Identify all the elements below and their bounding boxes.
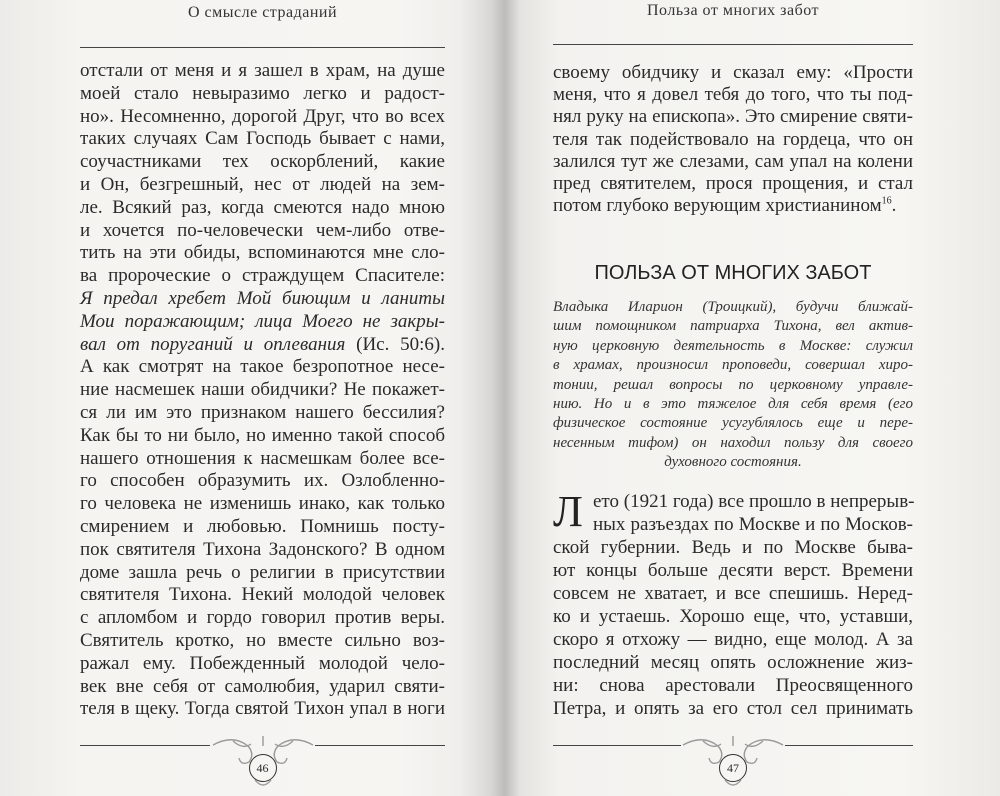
text-line <box>553 106 913 128</box>
text: Как бы то ни было, но именно такой способ <box>80 424 445 446</box>
text-line <box>80 607 445 630</box>
chapter-title: ПОЛЬЗА ОТ МНОГИХ ЗАБОТ <box>594 262 872 284</box>
text: духовного состояния. <box>664 454 802 471</box>
chapter-epigraph <box>553 298 913 473</box>
text: ную церковную деятельность в Москве: служил <box>553 337 913 354</box>
body-text <box>80 60 445 721</box>
text-line <box>553 605 913 628</box>
text-line <box>80 493 445 516</box>
text-line <box>553 651 913 674</box>
text: А как смотрят на такое безропотное несе- <box>80 356 445 378</box>
text-line <box>553 697 913 720</box>
text: ко и устаешь. Хорошо еще, что, уставши, <box>553 606 913 627</box>
text: век вне себя от самолюбия, ударил святи- <box>80 675 445 697</box>
text: скоро я отхожу — видно, еще молод. А за <box>553 629 913 650</box>
text: ской губернии. Ведь и по Москве быва- <box>553 537 913 558</box>
text: святителя Тихона. Некий молодой человек <box>80 584 445 606</box>
text: тонии, решал вопросы по церковному управле- <box>553 376 913 393</box>
text-line <box>553 298 913 317</box>
text-line <box>553 151 913 173</box>
text: го способен образумить их. Озлобленно- <box>80 470 445 492</box>
running-head: Польза от многих забот <box>647 2 819 19</box>
text-line <box>553 559 913 582</box>
running-head: О смысле страданий <box>187 4 338 21</box>
text-line <box>553 434 913 453</box>
text-line <box>80 311 445 334</box>
page-number: 47 <box>719 754 747 782</box>
text-line <box>80 151 445 174</box>
footer-rule <box>553 745 681 746</box>
text: ных разъездах по Москве и по Москов- <box>593 514 913 535</box>
text-line <box>553 195 913 217</box>
right-page <box>553 0 913 796</box>
text-line <box>80 448 445 471</box>
text-line <box>80 265 445 288</box>
page-footer <box>553 732 913 792</box>
text: меня, что я довел тебя до того, что ты под- <box>553 84 913 106</box>
text: отстали от меня и я зашел в храм, на душе <box>80 60 445 81</box>
text: го человека не изменишь инако, как только <box>80 493 445 515</box>
text: теля в щеку. Тогда святой Тихон упал в ноги <box>80 698 445 720</box>
text-line <box>553 582 913 605</box>
page-footer <box>80 732 445 792</box>
text: ют концы больше десяти верст. Времени <box>553 560 913 581</box>
header-rule <box>80 47 445 48</box>
text-line <box>553 376 913 395</box>
text-line <box>553 674 913 697</box>
text-line <box>80 653 445 676</box>
text-line <box>553 513 913 536</box>
text: и Он, безгрешный, нес от людей на зем- <box>80 173 445 195</box>
footer-rule <box>785 745 913 746</box>
text-line <box>80 197 445 220</box>
text-line <box>553 356 913 375</box>
left-page <box>80 0 445 796</box>
text-line <box>553 414 913 433</box>
italic-text: вал от поруганий и оплевания <box>80 333 357 355</box>
text-line <box>80 470 445 493</box>
text: ся ли им это признаком нашего бессилия? <box>80 401 445 423</box>
text-line <box>80 288 445 311</box>
text: потом глубоко верующим христианином <box>553 195 882 217</box>
text-line <box>553 62 913 84</box>
text: Петра, и опять за его стол сел принимать <box>553 698 913 719</box>
text-line <box>80 584 445 607</box>
text: пок святителя Тихона Задонского? В одном <box>80 538 445 560</box>
text-line <box>80 562 445 585</box>
text: нию. Но и в это тяжелое для себя время (его <box>553 395 913 412</box>
text-line <box>80 174 445 197</box>
text-line <box>553 628 913 651</box>
footnote-ref[interactable]: 16 <box>881 195 892 207</box>
text: в храмах, произносил проповеди, совершал хиро- <box>553 357 913 374</box>
text: нашего отношения к насмешкам более все- <box>80 447 445 469</box>
text-line <box>80 128 445 151</box>
text: ва пророческие о страждущем Спасителе: <box>80 265 445 287</box>
text: Владыка Иларион (Троицкий), будучи ближай- <box>553 299 913 315</box>
text-line <box>80 106 445 129</box>
text-line <box>553 536 913 559</box>
text: доме зашла речь о религии в присутствии <box>80 561 445 583</box>
header-rule <box>553 44 913 45</box>
text-line <box>80 379 445 402</box>
text: ние насмешек наши обидчики? Не покажет- <box>80 379 445 401</box>
text-line <box>80 698 445 721</box>
text-line <box>80 242 445 265</box>
text-line <box>80 539 445 562</box>
text: пред святителем, прося прощения, и стал <box>553 172 913 194</box>
text: но». Несомненно, дорогой Друг, что во всех <box>80 105 445 127</box>
drop-cap: Л <box>553 487 583 536</box>
text: последний месяц опять осложнение жиз- <box>553 652 913 673</box>
text-line <box>553 395 913 414</box>
text: ни: снова арестовали Преосвященного <box>553 675 913 696</box>
text-line <box>80 356 445 379</box>
text: и хочется по-человечески чем-либо отве- <box>80 219 445 241</box>
text-line <box>80 676 445 699</box>
text: залился тут же слезами, сам упал на колени <box>553 150 913 172</box>
text-line <box>553 337 913 356</box>
text-line <box>553 453 913 472</box>
page-number: 46 <box>249 754 277 782</box>
text: ето (1921 года) все прошло в непрерыв- <box>593 491 915 512</box>
italic-text: Я предал хребет Мой биющим и ланиты <box>80 287 445 309</box>
text-line <box>553 317 913 336</box>
text: теля так подействовало на гордеца, что он <box>553 128 913 150</box>
text: шим помощником патриарха Тихона, вел актив- <box>553 318 913 335</box>
text: тить на эти обиды, вспоминаются мне сло- <box>80 242 445 264</box>
text: моей стало невыразимо легко и радост- <box>80 82 445 104</box>
text: ле. Всякий раз, когда смеются надо мною <box>80 196 445 218</box>
text: физическое состояние усугублялось еще и пере- <box>553 415 913 432</box>
body-text <box>553 487 915 720</box>
text: смирением и любовью. Помнишь посту- <box>80 515 445 537</box>
text-line <box>80 402 445 425</box>
text: . <box>891 195 897 217</box>
text-line <box>553 129 913 151</box>
text: совсем не хватает, и все спешишь. Неред- <box>553 583 913 604</box>
text-line <box>80 83 445 106</box>
text-line <box>80 334 445 357</box>
text: таких случаях Сам Господь бывает с нами, <box>80 128 445 150</box>
text-line <box>80 220 445 243</box>
text-line <box>553 173 913 195</box>
text-line <box>80 516 445 539</box>
text-line <box>553 84 913 106</box>
text: (Ис. 50:6). <box>356 333 445 355</box>
text: с апломбом и гордо говорил против веры. <box>80 607 445 629</box>
body-text <box>553 62 913 217</box>
text-line <box>553 490 913 513</box>
footer-rule <box>315 745 445 746</box>
text: соучастниками тех оскорблений, какие <box>80 151 445 173</box>
text: несенным тифом) он находил пользу для своего <box>553 434 913 451</box>
text: ражал ему. Побежденный молодой чело- <box>80 652 445 674</box>
footer-rule <box>80 745 210 746</box>
italic-text: Мои поражающим; лица Моего не закры- <box>80 310 445 332</box>
text: своему обидчику и сказал ему: «Прости <box>553 62 913 83</box>
text-line <box>80 60 445 83</box>
text-line <box>80 630 445 653</box>
text: Святитель кротко, но вместе сильно воз- <box>80 629 445 651</box>
text: нял руку на епископа». Это смирение святи- <box>553 106 913 128</box>
text-line <box>80 425 445 448</box>
